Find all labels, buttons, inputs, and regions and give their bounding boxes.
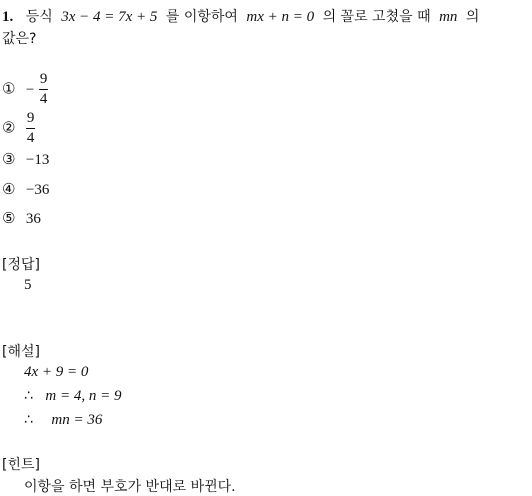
choice-fraction (26, 111, 36, 146)
therefore-symbol: ∴ (24, 388, 33, 404)
choice-marker: ① (2, 79, 16, 98)
choice-marker: ④ (2, 180, 16, 198)
solution-line-2 (24, 388, 121, 405)
question-suffix2: 의 (465, 9, 480, 25)
fraction-denominator: 4 (39, 91, 48, 107)
question-target: mn (439, 9, 458, 25)
solution-line-1: 4x + 9 = 0 (24, 364, 89, 380)
choice-value: −13 (25, 152, 50, 168)
hint-text: 이항을 하면 부호가 반대로 바뀐다. (24, 479, 236, 495)
question-prefix: 등식 (25, 9, 53, 25)
question-number: 1. (2, 9, 14, 25)
choice-marker: ③ (2, 150, 16, 168)
question-line-2: 값은? (2, 31, 37, 47)
question-equation: 3x − 4 = 7x + 5 (61, 9, 158, 25)
choice-value: 36 (25, 211, 41, 227)
fraction-denominator: 4 (26, 130, 35, 146)
choice-3[interactable] (2, 150, 49, 169)
choice-4[interactable] (2, 180, 49, 199)
question-line-1 (2, 6, 479, 26)
therefore-symbol: ∴ (24, 412, 33, 428)
question-suffix1: 의 꼴로 고쳤을 때 (322, 9, 431, 25)
choice-2[interactable] (2, 111, 35, 146)
solution-line-3 (24, 412, 102, 429)
choice-value: −36 (25, 182, 50, 198)
solution-line-2-text: m = 4, n = 9 (45, 388, 122, 404)
fraction-numerator: 9 (39, 72, 49, 90)
solution-heading: [해설] (2, 344, 40, 360)
choice-1[interactable] (2, 72, 48, 107)
choice-sign: − (25, 81, 35, 98)
hint-heading: [힌트] (2, 457, 40, 473)
fraction-numerator: 9 (26, 111, 36, 129)
choice-marker: ② (2, 118, 16, 137)
question-middle: 를 이항하여 (165, 9, 238, 25)
question-form: mx + n = 0 (246, 9, 315, 25)
choice-marker: ⑤ (2, 209, 16, 227)
solution-line-3-text: mn = 36 (51, 412, 103, 428)
choice-5[interactable] (2, 209, 41, 228)
answer-heading: [정답] (2, 257, 40, 273)
answer-value: 5 (24, 277, 32, 293)
choice-fraction (39, 72, 49, 107)
